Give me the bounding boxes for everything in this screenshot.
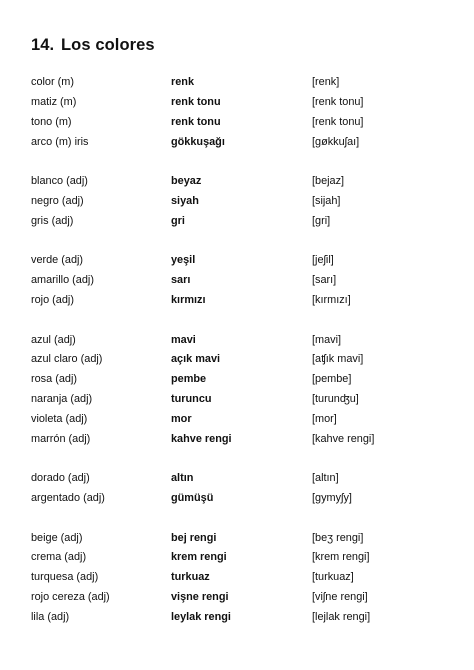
pronunciation: [viʃne rengi]: [312, 591, 368, 604]
turkish-term: mor: [171, 412, 192, 425]
turkish-term: renk: [171, 76, 195, 88]
vocabulary-row: [0, 172, 474, 192]
vocabulary-row: [0, 291, 474, 311]
pronunciation: [gymyʃy]: [312, 492, 352, 505]
pronunciation: [krem rengi]: [312, 551, 370, 564]
vocabulary-group: [0, 251, 474, 311]
vocabulary-row: [0, 192, 474, 212]
turkish-term: kahve rengi: [171, 432, 232, 445]
vocabulary-group: [0, 529, 474, 628]
spanish-term: arco (m) iris: [31, 135, 89, 148]
turkish-term: gri: [171, 214, 185, 227]
turkish-term: mavi: [171, 333, 196, 346]
spanish-term: matiz (m): [31, 95, 77, 108]
turkish-term: açık mavi: [171, 353, 221, 366]
turkish-term: pembe: [171, 373, 207, 386]
vocabulary-row: [0, 133, 474, 153]
section-title: Los colores: [61, 36, 155, 54]
vocabulary-row: [0, 370, 474, 390]
pronunciation: [turunʤu]: [312, 393, 359, 406]
turkish-term: gümüşü: [171, 492, 214, 505]
pronunciation: [turkuaz]: [312, 571, 354, 584]
pronunciation: [jeʃil]: [312, 254, 334, 267]
turkish-term: vişne rengi: [171, 591, 229, 604]
vocabulary-row: [0, 251, 474, 271]
spanish-term: rojo (adj): [31, 293, 74, 306]
vocabulary-row: [0, 331, 474, 351]
pronunciation: [lejlak rengi]: [312, 611, 371, 623]
turkish-term: krem rengi: [171, 551, 227, 564]
turkish-term: leylak rengi: [171, 611, 231, 623]
spanish-term: naranja (adj): [31, 393, 93, 406]
spanish-term: rojo cereza (adj): [31, 591, 110, 604]
turkish-term: renk tonu: [171, 95, 221, 108]
spanish-term: gris (adj): [31, 214, 74, 227]
pronunciation: [renk tonu]: [312, 95, 364, 108]
pronunciation: [sijah]: [312, 194, 341, 207]
spanish-term: color (m): [31, 76, 74, 88]
spanish-term: rosa (adj): [31, 373, 77, 386]
pronunciation: [bejaz]: [312, 175, 345, 188]
turkish-term: siyah: [171, 194, 199, 207]
pronunciation: [kahve rengi]: [312, 432, 375, 445]
vocabulary-row: [0, 271, 474, 291]
vocabulary-row: [0, 390, 474, 410]
vocabulary-group: [0, 331, 474, 450]
turkish-term: yeşil: [171, 254, 196, 267]
turkish-term: kırmızı: [171, 293, 206, 306]
vocabulary-group: [0, 469, 474, 509]
pronunciation: [beʒ rengi]: [312, 531, 364, 544]
vocabulary-row: [0, 489, 474, 509]
spanish-term: verde (adj): [31, 254, 84, 267]
vocabulary-row: [0, 469, 474, 489]
pronunciation: [gri]: [312, 214, 331, 227]
pronunciation: [sarı]: [312, 274, 337, 287]
pronunciation: [aʧık mavi]: [312, 353, 364, 366]
spanish-term: azul claro (adj): [31, 353, 103, 366]
vocabulary-row: [0, 410, 474, 430]
turkish-term: sarı: [171, 274, 191, 287]
vocabulary-group: [0, 73, 474, 152]
spanish-term: violeta (adj): [31, 412, 88, 425]
vocabulary-row: [0, 548, 474, 568]
spanish-term: turquesa (adj): [31, 571, 99, 584]
spanish-term: tono (m): [31, 115, 72, 128]
pronunciation: [kırmızı]: [312, 293, 351, 306]
pronunciation: [gøkkuʃaı]: [312, 135, 360, 148]
spanish-term: marrón (adj): [31, 432, 91, 445]
vocabulary-row: [0, 588, 474, 608]
spanish-term: crema (adj): [31, 551, 87, 564]
vocabulary-row: [0, 73, 474, 93]
pronunciation: [mor]: [312, 412, 337, 425]
turkish-term: renk tonu: [171, 115, 221, 128]
pronunciation: [mavi]: [312, 333, 342, 346]
spanish-term: blanco (adj): [31, 175, 88, 188]
pronunciation: [renk tonu]: [312, 115, 364, 128]
vocabulary-row: [0, 93, 474, 113]
turkish-term: turuncu: [171, 393, 212, 406]
spanish-term: amarillo (adj): [31, 274, 94, 287]
vocabulary-row: [0, 212, 474, 232]
turkish-term: gökkuşağı: [171, 135, 225, 148]
spanish-term: azul (adj): [31, 333, 76, 346]
turkish-term: turkuaz: [171, 571, 210, 584]
spanish-term: beige (adj): [31, 531, 83, 544]
pronunciation: [pembe]: [312, 373, 352, 386]
vocabulary-list: [0, 73, 474, 648]
spanish-term: negro (adj): [31, 194, 84, 207]
spanish-term: lila (adj): [31, 611, 70, 623]
section-number: 14.: [31, 36, 55, 54]
pronunciation: [renk]: [312, 76, 340, 88]
turkish-term: altın: [171, 472, 194, 485]
spanish-term: argentado (adj): [31, 492, 105, 505]
spanish-term: dorado (adj): [31, 472, 90, 485]
vocabulary-row: [0, 113, 474, 133]
turkish-term: bej rengi: [171, 531, 217, 544]
vocabulary-row: [0, 350, 474, 370]
vocabulary-row: [0, 608, 474, 628]
vocabulary-row: [0, 529, 474, 549]
page-title: [31, 36, 155, 55]
vocabulary-row: [0, 430, 474, 450]
vocabulary-row: [0, 568, 474, 588]
turkish-term: beyaz: [171, 175, 202, 188]
pronunciation: [altın]: [312, 472, 339, 485]
vocabulary-group: [0, 172, 474, 232]
